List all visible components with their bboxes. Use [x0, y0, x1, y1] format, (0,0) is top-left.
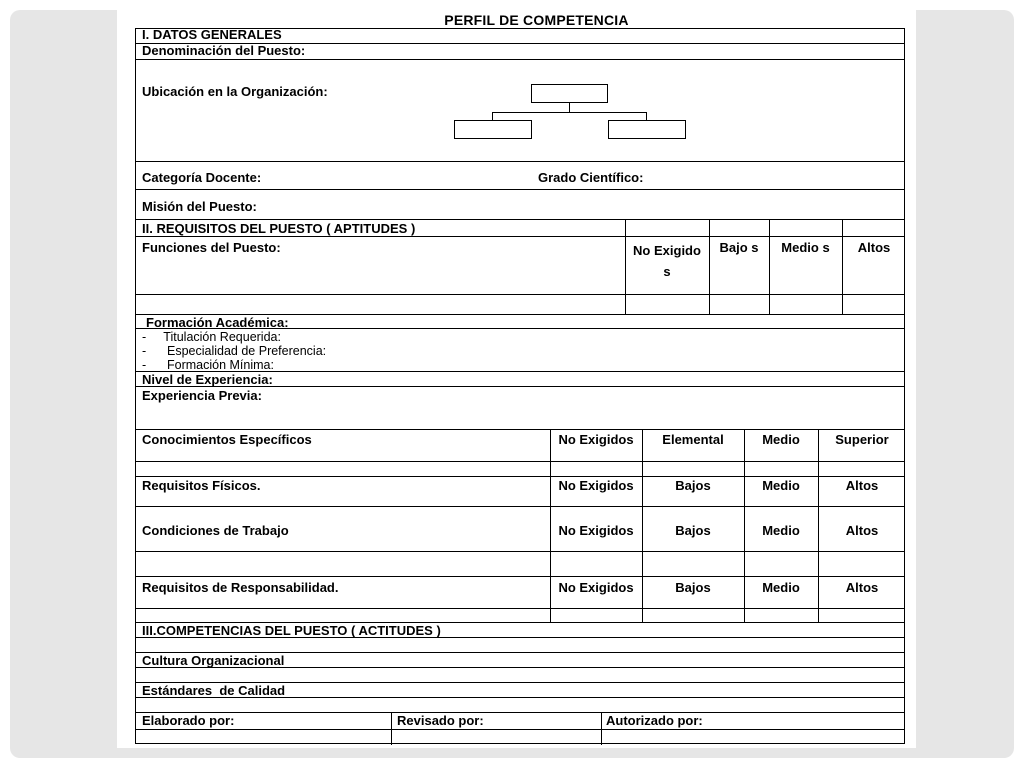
document-page [117, 10, 916, 748]
revisado-label: Revisado por: [397, 713, 484, 728]
funciones-col-bajos: Bajo s [719, 240, 759, 255]
col-divider [709, 219, 710, 314]
elaborado-label: Elaborado por: [142, 713, 235, 728]
conocimientos-col-no-exigidos: No Exigidos [558, 432, 634, 447]
row-divider [136, 461, 904, 462]
responsabilidad-col-bajos: Bajos [675, 580, 711, 595]
org-chart-connector [492, 112, 647, 113]
row-divider [136, 576, 904, 577]
estandares-label: Estándares de Calidad [142, 683, 286, 698]
nivel-experiencia-label: Nivel de Experiencia: [142, 372, 273, 387]
fisicos-col-altos: Altos [845, 478, 879, 493]
row-divider [136, 429, 904, 430]
document-title: PERFIL DE COMPETENCIA [444, 12, 629, 28]
formacion-item: - Especialidad de Preferencia: [142, 344, 327, 358]
funciones-col-altos: Altos [857, 240, 891, 255]
funciones-col-medios: Medio s [781, 240, 830, 255]
row-divider [136, 219, 904, 220]
row-divider [136, 59, 904, 60]
row-divider [136, 551, 904, 552]
formacion-item: - Formación Mínima: [142, 358, 274, 372]
org-chart-connector [646, 112, 647, 120]
grado-label: Grado Científico: [538, 170, 644, 185]
row-divider [136, 236, 904, 237]
col-divider [769, 219, 770, 314]
responsabilidad-col-no-exigidos: No Exigidos [558, 580, 634, 595]
experiencia-previa-label: Experiencia Previa: [142, 388, 262, 403]
section3-heading: III.COMPETENCIAS DEL PUESTO ( ACTITUDES ) [142, 623, 441, 638]
form-table [135, 28, 905, 744]
col-divider [625, 219, 626, 314]
denominacion-label: Denominación del Puesto: [142, 43, 306, 58]
conocimientos-label: Conocimientos Específicos [142, 432, 312, 447]
funciones-col-no-exigidos: No Exigido s [633, 243, 701, 279]
conocimientos-col-medio: Medio [762, 432, 800, 447]
responsabilidad-label: Requisitos de Responsabilidad. [142, 580, 339, 595]
row-divider [136, 608, 904, 609]
funciones-label: Funciones del Puesto: [142, 240, 281, 255]
col-divider [744, 429, 745, 622]
org-chart-connector [492, 112, 493, 120]
fisicos-col-bajos: Bajos [675, 478, 711, 493]
col-divider [642, 429, 643, 622]
mision-label: Misión del Puesto: [142, 199, 257, 214]
row-divider [136, 161, 904, 162]
org-chart-left-box [454, 120, 532, 139]
condiciones-col-medio: Medio [762, 523, 800, 538]
row-divider [136, 506, 904, 507]
row-divider [136, 476, 904, 477]
row-divider [136, 712, 904, 713]
condiciones-label: Condiciones de Trabajo [142, 523, 289, 538]
fisicos-label: Requisitos Físicos. [142, 478, 261, 493]
responsabilidad-col-altos: Altos [845, 580, 879, 595]
col-divider [550, 429, 551, 622]
responsabilidad-col-medio: Medio [762, 580, 800, 595]
row-divider [136, 189, 904, 190]
col-divider [842, 219, 843, 314]
formacion-label: Formación Académica: [146, 315, 289, 330]
formacion-item: - Titulación Requerida: [142, 330, 281, 344]
fisicos-col-no-exigidos: No Exigidos [558, 478, 634, 493]
cultura-label: Cultura Organizacional [142, 653, 285, 668]
condiciones-col-altos: Altos [845, 523, 879, 538]
ubicacion-label: Ubicación en la Organización: [142, 84, 328, 99]
row-divider [136, 294, 904, 295]
autorizado-label: Autorizado por: [606, 713, 703, 728]
section1-heading: I. DATOS GENERALES [142, 27, 282, 42]
row-divider [136, 729, 904, 730]
conocimientos-col-elemental: Elemental [662, 432, 724, 447]
org-chart-top-box [531, 84, 608, 103]
col-divider [391, 712, 392, 745]
col-divider [818, 429, 819, 622]
condiciones-col-bajos: Bajos [675, 523, 711, 538]
fisicos-col-medio: Medio [762, 478, 800, 493]
col-divider [601, 712, 602, 745]
condiciones-col-no-exigidos: No Exigidos [558, 523, 634, 538]
org-chart-connector [569, 103, 570, 112]
org-chart-right-box [608, 120, 686, 139]
conocimientos-col-superior: Superior [835, 432, 889, 447]
section2-heading: II. REQUISITOS DEL PUESTO ( APTITUDES ) [142, 221, 416, 236]
categoria-label: Categoría Docente: [142, 170, 262, 185]
